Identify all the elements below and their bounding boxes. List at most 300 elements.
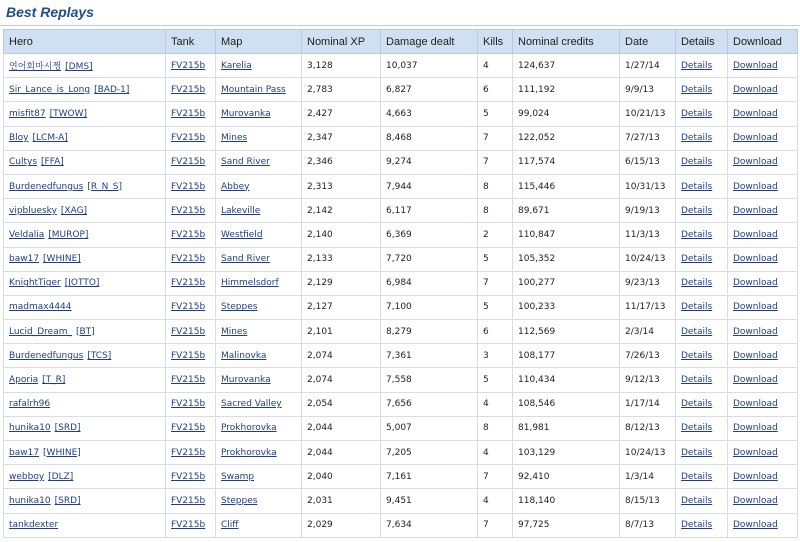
- date-cell: 9/12/13: [620, 368, 676, 392]
- download-link[interactable]: Download: [733, 157, 778, 168]
- hero-cell: [4, 247, 166, 271]
- column-header-damage-dealt: Damage dealt: [381, 30, 478, 54]
- hero-cell: [4, 465, 166, 489]
- nominal-credits-cell: 118,140: [513, 489, 620, 513]
- map-cell: [216, 199, 302, 223]
- date-cell: 1/17/14: [620, 392, 676, 416]
- nominal-credits-cell: 100,233: [513, 295, 620, 319]
- date-cell: 1/27/14: [620, 54, 676, 78]
- nominal-credits-cell: 99,024: [513, 102, 620, 126]
- tank-cell: [166, 344, 216, 368]
- nominal-credits-cell: 111,192: [513, 78, 620, 102]
- details-link[interactable]: Details: [681, 229, 713, 240]
- hero-name-link[interactable]: hunika10: [9, 495, 51, 506]
- download-link[interactable]: Download: [733, 399, 778, 410]
- hero-cell: [4, 199, 166, 223]
- column-header-download: Download: [728, 30, 798, 54]
- map-link[interactable]: Prokhorovka: [221, 447, 277, 458]
- details-link[interactable]: Details: [681, 447, 713, 458]
- table-row: [4, 271, 798, 295]
- download-cell: [728, 150, 798, 174]
- tank-cell: [166, 150, 216, 174]
- hero-name-link[interactable]: misfit87: [9, 108, 46, 119]
- details-cell: [676, 465, 728, 489]
- details-link[interactable]: Details: [681, 205, 713, 216]
- hero-name-link[interactable]: Aporia: [9, 375, 39, 386]
- download-link[interactable]: Download: [733, 471, 778, 482]
- clan-tag-link[interactable]: [DLZ]: [48, 471, 74, 482]
- download-link[interactable]: Download: [733, 229, 778, 240]
- date-cell: 7/26/13: [620, 344, 676, 368]
- hero-name-link[interactable]: Bloy: [9, 133, 29, 144]
- download-link[interactable]: Download: [733, 181, 778, 192]
- table-row: [4, 416, 798, 440]
- details-link[interactable]: Details: [681, 133, 713, 144]
- nominal-credits-cell: 89,671: [513, 199, 620, 223]
- details-link[interactable]: Details: [681, 399, 713, 410]
- hero-cell: [4, 295, 166, 319]
- download-link[interactable]: Download: [733, 108, 778, 119]
- kills-cell: 6: [478, 78, 513, 102]
- details-cell: [676, 223, 728, 247]
- column-header-tank: Tank: [166, 30, 216, 54]
- clan-tag-link[interactable]: [DMS]: [65, 62, 93, 73]
- kills-cell: 4: [478, 54, 513, 78]
- hero-name-link[interactable]: Veldalia: [9, 229, 45, 240]
- nominal-xp-cell: 2,074: [302, 344, 381, 368]
- hero-name-link[interactable]: Lucid_Dream_: [9, 326, 72, 337]
- details-cell: [676, 150, 728, 174]
- nominal-credits-cell: 100,277: [513, 271, 620, 295]
- clan-tag-link[interactable]: [SRD]: [54, 495, 81, 506]
- nominal-credits-cell: 112,569: [513, 320, 620, 344]
- damage-dealt-cell: 4,663: [381, 102, 478, 126]
- details-link[interactable]: Details: [681, 157, 713, 168]
- download-cell: [728, 465, 798, 489]
- table-row: [4, 295, 798, 319]
- tank-link[interactable]: FV215b: [171, 181, 206, 192]
- nominal-xp-cell: 2,783: [302, 78, 381, 102]
- tank-cell: [166, 247, 216, 271]
- table-row: [4, 392, 798, 416]
- download-link[interactable]: Download: [733, 254, 778, 265]
- kills-cell: 7: [478, 513, 513, 537]
- download-cell: [728, 392, 798, 416]
- hero-name-link[interactable]: baw17: [9, 447, 40, 458]
- download-cell: [728, 344, 798, 368]
- tank-link[interactable]: FV215b: [171, 133, 206, 144]
- hero-name-link[interactable]: Sir_Lance_is_Long: [9, 84, 91, 95]
- tank-link[interactable]: FV215b: [171, 84, 206, 95]
- map-cell: [216, 465, 302, 489]
- tank-link[interactable]: FV215b: [171, 326, 206, 337]
- column-header-nominal-xp: Nominal XP: [302, 30, 381, 54]
- download-link[interactable]: Download: [733, 205, 778, 216]
- date-cell: 1/3/14: [620, 465, 676, 489]
- download-cell: [728, 320, 798, 344]
- details-cell: [676, 271, 728, 295]
- date-cell: 9/9/13: [620, 78, 676, 102]
- damage-dealt-cell: 7,656: [381, 392, 478, 416]
- table-row: [4, 513, 798, 537]
- clan-tag-link[interactable]: [R_N_S]: [87, 181, 123, 192]
- tank-cell: [166, 441, 216, 465]
- hero-cell: [4, 54, 166, 78]
- download-link[interactable]: Download: [733, 375, 778, 386]
- damage-dealt-cell: 7,100: [381, 295, 478, 319]
- nominal-credits-cell: 81,981: [513, 416, 620, 440]
- map-link[interactable]: Westfield: [221, 229, 263, 240]
- download-link[interactable]: Download: [733, 495, 778, 506]
- details-cell: [676, 344, 728, 368]
- map-link[interactable]: Himmelsdorf: [221, 278, 279, 289]
- date-cell: 6/15/13: [620, 150, 676, 174]
- clan-tag-link[interactable]: [T_R]: [42, 375, 66, 386]
- tank-link[interactable]: FV215b: [171, 229, 206, 240]
- map-link[interactable]: Sand River: [221, 157, 270, 168]
- details-link[interactable]: Details: [681, 326, 713, 337]
- download-link[interactable]: Download: [733, 84, 778, 95]
- hero-name-link[interactable]: KnightTiger: [9, 278, 61, 289]
- download-link[interactable]: Download: [733, 133, 778, 144]
- details-cell: [676, 247, 728, 271]
- download-cell: [728, 223, 798, 247]
- clan-tag-link[interactable]: [BAD-1]: [94, 84, 130, 95]
- hero-cell: [4, 174, 166, 198]
- nominal-xp-cell: 2,313: [302, 174, 381, 198]
- hero-name-link[interactable]: hunika10: [9, 423, 51, 434]
- damage-dealt-cell: 5,007: [381, 416, 478, 440]
- tank-link[interactable]: FV215b: [171, 471, 206, 482]
- tank-cell: [166, 102, 216, 126]
- details-link[interactable]: Details: [681, 495, 713, 506]
- date-cell: 8/7/13: [620, 513, 676, 537]
- details-cell: [676, 102, 728, 126]
- details-cell: [676, 489, 728, 513]
- download-cell: [728, 368, 798, 392]
- map-cell: [216, 368, 302, 392]
- details-link[interactable]: Details: [681, 108, 713, 119]
- nominal-credits-cell: 105,352: [513, 247, 620, 271]
- kills-cell: 4: [478, 392, 513, 416]
- kills-cell: 5: [478, 247, 513, 271]
- damage-dealt-cell: 8,468: [381, 126, 478, 150]
- hero-name-link[interactable]: Cultys: [9, 157, 38, 168]
- nominal-xp-cell: 2,140: [302, 223, 381, 247]
- hero-name-link[interactable]: Burdenedfungus: [9, 350, 84, 361]
- replays-table: [3, 29, 798, 538]
- kills-cell: 3: [478, 344, 513, 368]
- nominal-xp-cell: 2,127: [302, 295, 381, 319]
- download-cell: [728, 441, 798, 465]
- download-cell: [728, 247, 798, 271]
- table-row: [4, 150, 798, 174]
- map-cell: [216, 489, 302, 513]
- map-link[interactable]: Cliff: [221, 520, 239, 531]
- details-link[interactable]: Details: [681, 254, 713, 265]
- tank-link[interactable]: FV215b: [171, 375, 206, 386]
- map-link[interactable]: Murovanka: [221, 375, 271, 386]
- details-link[interactable]: Details: [681, 302, 713, 313]
- damage-dealt-cell: 6,827: [381, 78, 478, 102]
- clan-tag-link[interactable]: [SRD]: [54, 423, 81, 434]
- date-cell: 7/27/13: [620, 126, 676, 150]
- map-link[interactable]: Murovanka: [221, 108, 271, 119]
- tank-cell: [166, 295, 216, 319]
- hero-name-link[interactable]: Burdenedfungus: [9, 181, 84, 192]
- hero-name-link[interactable]: baw17: [9, 254, 40, 265]
- nominal-credits-cell: 110,434: [513, 368, 620, 392]
- damage-dealt-cell: 8,279: [381, 320, 478, 344]
- kills-cell: 4: [478, 441, 513, 465]
- map-link[interactable]: Karelia: [221, 60, 252, 71]
- tank-cell: [166, 465, 216, 489]
- tank-link[interactable]: FV215b: [171, 205, 206, 216]
- damage-dealt-cell: 7,558: [381, 368, 478, 392]
- map-link[interactable]: Mines: [221, 133, 248, 144]
- page-title: Best Replays: [6, 4, 94, 20]
- clan-tag-link[interactable]: [JOTTO]: [64, 278, 100, 289]
- tank-link[interactable]: FV215b: [171, 157, 206, 168]
- date-cell: 11/17/13: [620, 295, 676, 319]
- download-cell: [728, 271, 798, 295]
- kills-cell: 2: [478, 223, 513, 247]
- tank-cell: [166, 368, 216, 392]
- details-link[interactable]: Details: [681, 350, 713, 361]
- tank-link[interactable]: FV215b: [171, 423, 206, 434]
- tank-cell: [166, 320, 216, 344]
- map-cell: [216, 150, 302, 174]
- map-cell: [216, 344, 302, 368]
- map-cell: [216, 320, 302, 344]
- clan-tag-link[interactable]: [FFA]: [41, 157, 64, 168]
- kills-cell: 7: [478, 126, 513, 150]
- download-cell: [728, 295, 798, 319]
- tank-cell: [166, 513, 216, 537]
- table-row: [4, 174, 798, 198]
- tank-cell: [166, 416, 216, 440]
- hero-name-link[interactable]: tankdexter: [9, 520, 59, 531]
- date-cell: 10/31/13: [620, 174, 676, 198]
- map-link[interactable]: Steppes: [221, 302, 258, 313]
- hero-cell: [4, 344, 166, 368]
- table-row: [4, 320, 798, 344]
- table-row: [4, 247, 798, 271]
- tank-link[interactable]: FV215b: [171, 520, 206, 531]
- nominal-xp-cell: 2,031: [302, 489, 381, 513]
- details-link[interactable]: Details: [681, 181, 713, 192]
- column-header-kills: Kills: [478, 30, 513, 54]
- table-row: [4, 465, 798, 489]
- tank-link[interactable]: FV215b: [171, 447, 206, 458]
- tank-link[interactable]: FV215b: [171, 278, 206, 289]
- clan-tag-link[interactable]: [LCM-A]: [32, 133, 68, 144]
- download-link[interactable]: Download: [733, 60, 778, 71]
- column-header-map: Map: [216, 30, 302, 54]
- nominal-credits-cell: 124,637: [513, 54, 620, 78]
- table-row: [4, 489, 798, 513]
- map-cell: [216, 271, 302, 295]
- download-cell: [728, 126, 798, 150]
- clan-tag-link[interactable]: [WHINE]: [43, 447, 81, 458]
- tank-link[interactable]: FV215b: [171, 254, 206, 265]
- hero-cell: [4, 392, 166, 416]
- tank-link[interactable]: FV215b: [171, 350, 206, 361]
- nominal-credits-cell: 110,847: [513, 223, 620, 247]
- hero-name-link[interactable]: 연어회마시쩡: [9, 62, 62, 73]
- table-row: [4, 126, 798, 150]
- download-cell: [728, 489, 798, 513]
- details-link[interactable]: Details: [681, 471, 713, 482]
- table-row: [4, 368, 798, 392]
- map-link[interactable]: Mines: [221, 326, 248, 337]
- map-cell: [216, 102, 302, 126]
- hero-cell: [4, 223, 166, 247]
- column-header-nominal-credits: Nominal credits: [513, 30, 620, 54]
- table-header-row: [4, 30, 798, 54]
- damage-dealt-cell: 7,361: [381, 344, 478, 368]
- map-link[interactable]: Swamp: [221, 471, 255, 482]
- map-link[interactable]: Abbey: [221, 181, 250, 192]
- nominal-credits-cell: 117,574: [513, 150, 620, 174]
- map-cell: [216, 126, 302, 150]
- nominal-xp-cell: 2,029: [302, 513, 381, 537]
- map-link[interactable]: Sand River: [221, 254, 270, 265]
- details-link[interactable]: Details: [681, 375, 713, 386]
- map-cell: [216, 78, 302, 102]
- details-link[interactable]: Details: [681, 278, 713, 289]
- hero-cell: [4, 150, 166, 174]
- column-header-date: Date: [620, 30, 676, 54]
- map-cell: [216, 54, 302, 78]
- tank-cell: [166, 489, 216, 513]
- damage-dealt-cell: 7,634: [381, 513, 478, 537]
- details-link[interactable]: Details: [681, 84, 713, 95]
- hero-cell: [4, 320, 166, 344]
- map-link[interactable]: Lakeville: [221, 205, 261, 216]
- date-cell: 10/24/13: [620, 441, 676, 465]
- nominal-credits-cell: 108,177: [513, 344, 620, 368]
- tank-cell: [166, 54, 216, 78]
- tank-cell: [166, 392, 216, 416]
- damage-dealt-cell: 6,117: [381, 199, 478, 223]
- download-link[interactable]: Download: [733, 350, 778, 361]
- download-link[interactable]: Download: [733, 278, 778, 289]
- hero-cell: [4, 368, 166, 392]
- download-link[interactable]: Download: [733, 302, 778, 313]
- download-cell: [728, 513, 798, 537]
- hero-name-link[interactable]: webboy: [9, 471, 45, 482]
- nominal-xp-cell: 2,044: [302, 416, 381, 440]
- kills-cell: 5: [478, 102, 513, 126]
- details-cell: [676, 320, 728, 344]
- nominal-xp-cell: 2,346: [302, 150, 381, 174]
- date-cell: 8/12/13: [620, 416, 676, 440]
- nominal-credits-cell: 115,446: [513, 174, 620, 198]
- nominal-xp-cell: 3,128: [302, 54, 381, 78]
- map-cell: [216, 223, 302, 247]
- hero-cell: [4, 441, 166, 465]
- clan-tag-link[interactable]: [MUROP]: [48, 229, 89, 240]
- clan-tag-link[interactable]: [WHINE]: [43, 254, 81, 265]
- tank-link[interactable]: FV215b: [171, 495, 206, 506]
- hero-cell: [4, 416, 166, 440]
- details-link[interactable]: Details: [681, 423, 713, 434]
- details-cell: [676, 416, 728, 440]
- details-cell: [676, 199, 728, 223]
- download-link[interactable]: Download: [733, 520, 778, 531]
- download-cell: [728, 199, 798, 223]
- map-link[interactable]: Steppes: [221, 495, 258, 506]
- details-cell: [676, 392, 728, 416]
- tank-cell: [166, 199, 216, 223]
- map-link[interactable]: Malinovka: [221, 350, 267, 361]
- kills-cell: 8: [478, 416, 513, 440]
- tank-link[interactable]: FV215b: [171, 399, 206, 410]
- damage-dealt-cell: 7,944: [381, 174, 478, 198]
- hero-cell: [4, 102, 166, 126]
- tank-link[interactable]: FV215b: [171, 302, 206, 313]
- damage-dealt-cell: 6,984: [381, 271, 478, 295]
- table-body: [4, 54, 798, 538]
- download-cell: [728, 102, 798, 126]
- clan-tag-link[interactable]: [XAG]: [60, 205, 88, 216]
- clan-tag-link[interactable]: [TWOW]: [49, 108, 88, 119]
- date-cell: 11/3/13: [620, 223, 676, 247]
- tank-link[interactable]: FV215b: [171, 108, 206, 119]
- table-row: [4, 54, 798, 78]
- download-link[interactable]: Download: [733, 326, 778, 337]
- clan-tag-link[interactable]: [BT]: [75, 326, 95, 337]
- nominal-xp-cell: 2,074: [302, 368, 381, 392]
- map-link[interactable]: Sacred Valley: [221, 399, 282, 410]
- kills-cell: 5: [478, 295, 513, 319]
- details-link[interactable]: Details: [681, 520, 713, 531]
- nominal-credits-cell: 92,410: [513, 465, 620, 489]
- map-link[interactable]: Prokhorovka: [221, 423, 277, 434]
- tank-cell: [166, 78, 216, 102]
- map-link[interactable]: Mountain Pass: [221, 84, 286, 95]
- table-row: [4, 78, 798, 102]
- hero-name-link[interactable]: vipbluesky: [9, 205, 57, 216]
- tank-cell: [166, 223, 216, 247]
- tank-link[interactable]: FV215b: [171, 60, 206, 71]
- details-link[interactable]: Details: [681, 60, 713, 71]
- download-link[interactable]: Download: [733, 447, 778, 458]
- table-row: [4, 344, 798, 368]
- clan-tag-link[interactable]: [TCS]: [87, 350, 112, 361]
- hero-cell: [4, 513, 166, 537]
- nominal-xp-cell: 2,054: [302, 392, 381, 416]
- hero-name-link[interactable]: rafalrh96: [9, 399, 51, 410]
- hero-name-link[interactable]: madmax4444: [9, 302, 72, 313]
- kills-cell: 8: [478, 174, 513, 198]
- hero-cell: [4, 489, 166, 513]
- map-cell: [216, 295, 302, 319]
- date-cell: 8/15/13: [620, 489, 676, 513]
- nominal-credits-cell: 108,546: [513, 392, 620, 416]
- nominal-credits-cell: 122,052: [513, 126, 620, 150]
- damage-dealt-cell: 6,369: [381, 223, 478, 247]
- damage-dealt-cell: 10,037: [381, 54, 478, 78]
- nominal-xp-cell: 2,101: [302, 320, 381, 344]
- details-cell: [676, 295, 728, 319]
- download-link[interactable]: Download: [733, 423, 778, 434]
- details-cell: [676, 54, 728, 78]
- details-cell: [676, 513, 728, 537]
- nominal-xp-cell: 2,142: [302, 199, 381, 223]
- kills-cell: 4: [478, 489, 513, 513]
